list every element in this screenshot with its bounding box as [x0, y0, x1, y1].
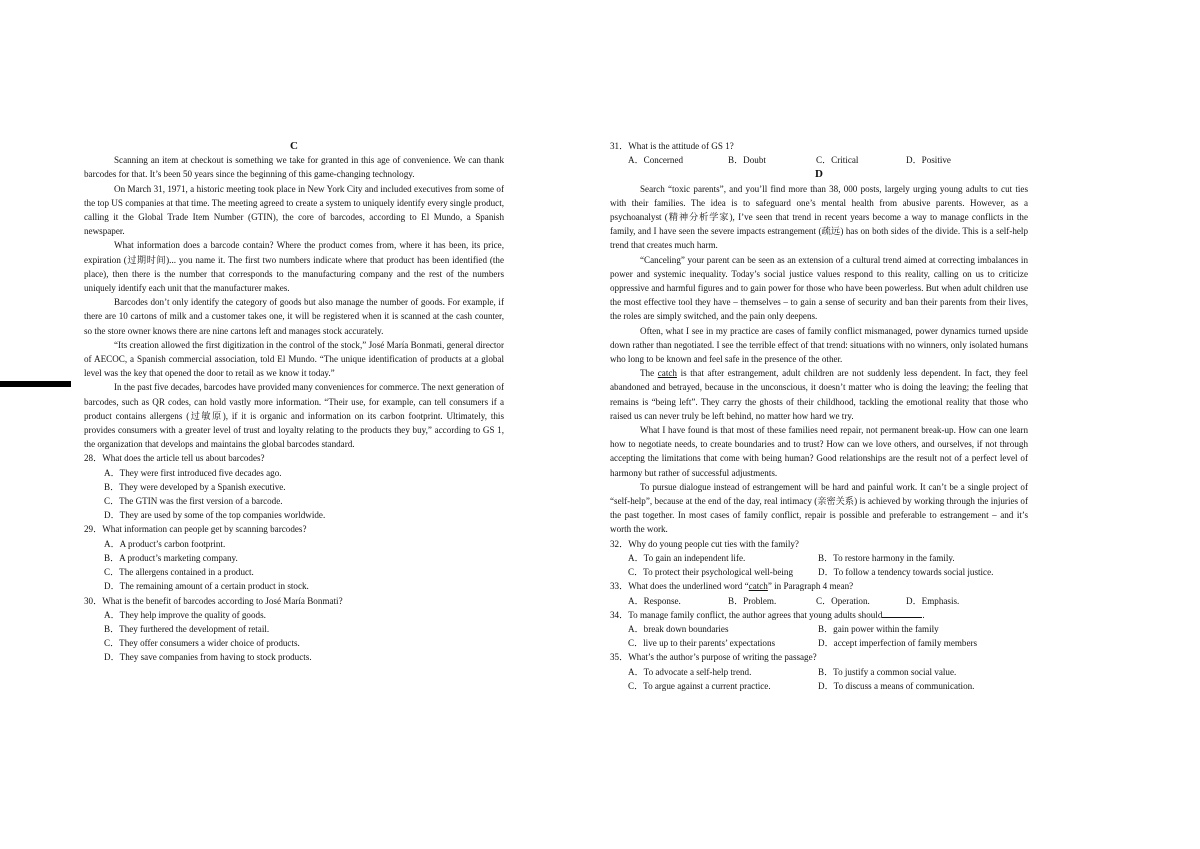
option-d: D．To discuss a means of communication. [818, 680, 975, 691]
question-stem: What is the benefit of barcodes according to José María Bonmati? [102, 595, 343, 606]
question-number: 30． [84, 595, 103, 606]
option-c: C．They offer consumers a wider choice of products. [104, 638, 300, 649]
option-d: D．Emphasis. [906, 595, 960, 606]
margin-binding-bar [0, 381, 71, 387]
option-b: B．They were developed by a Spanish executive. [104, 481, 286, 492]
question-number: 33． [610, 581, 629, 592]
question-stem: What information can people get by scanning barcodes? [102, 524, 307, 535]
right-column [610, 139, 1028, 693]
section-c-heading: C [290, 140, 298, 152]
option-d: D．Positive [906, 155, 951, 166]
passage-d-paragraph-2: “Canceling” your parent can be seen as an extension of a cultural trend aimed at correcting imbalances in power and systemic inequality. Today’s social justice values respond to this reality, calling on us to criticize oppressive and harmful figures and to gain power for those who have been powerless. But when adult children use the most effective tool they have – themselves – to gain a sense of security and ban their parents from their lives, the roles are simply switched, and the pain only deepens. [610, 254, 1028, 322]
option-b: B．A product’s marketing company. [104, 552, 238, 563]
option-d: D．They save companies from having to stock products. [104, 652, 312, 663]
question-34: 34．To manage family conflict, the author agrees that young adults should . A．break down boundaries B．gain power within the family C．live up to their parents’ expectations D．accept imperfection of family members [610, 608, 1028, 651]
passage-c-paragraph-5: “Its creation allowed the first digitization in the control of the stock,” José María Bonmati, general director of AECOC, a Spanish commercial association, told El Mundo. “The unique identification of products at a global level was the key that opened the door to retail as we know it today.” [84, 339, 504, 379]
section-d-heading: D [815, 168, 823, 181]
option-c: C．Operation. [816, 595, 870, 606]
question-stem: What does the article tell us about barcodes? [102, 453, 265, 464]
passage-c-paragraph-4: Barcodes don’t only identify the category of goods but also manage the number of goods. For example, if there are 10 cartons of milk and a customer takes one, it will be registered when it is scanned at the cash counter, so the store owner knows there are nine cartons left and manages stock accurately. [84, 297, 504, 336]
question-31 [610, 139, 1028, 167]
underlined-word-catch: catch [657, 368, 677, 379]
option-c: C．The allergens contained in a product. [104, 567, 254, 578]
option-a: A．A product’s carbon footprint. [104, 538, 226, 549]
left-column [84, 139, 504, 665]
passage-c-paragraph-1: Scanning an item at checkout is something we take for granted in this age of convenience. We can thank barcodes for that. It’s been 50 years since the beginning of this game-changing technology. [84, 155, 504, 180]
option-d: D．accept imperfection of family members [818, 638, 978, 649]
option-b: B．Problem. [728, 595, 777, 606]
question-number: 31． [610, 141, 629, 151]
option-c: C．The GTIN was the first version of a barcode. [104, 496, 283, 507]
question-number: 29． [84, 524, 103, 535]
answer-blank [882, 608, 922, 618]
question-number: 32． [610, 538, 629, 549]
option-a: A．To gain an independent life. [628, 552, 746, 563]
option-d: D．The remaining amount of a certain product in stock. [104, 581, 309, 592]
passage-d-paragraph-1: Search “toxic parents”, and you’ll find more than 38, 000 posts, largely urging young adults to cut ties with their families. The idea is to safeguard one’s mental health from abusive parents. However, as a psychoanalyst (精神分析学家), I’ve seen that trend in recent years become a way to manage conflicts in the family, and I have seen the severe impacts estrangement (疏远) has on both sides of the divide. This is a self-help trend that creates much harm. [610, 183, 1028, 251]
option-a: A．They were first introduced five decades ago. [104, 467, 282, 478]
question-29 [84, 522, 504, 593]
question-stem: To manage family conflict, the author agrees that young adults should [628, 609, 883, 620]
question-33: 33．What does the underlined word “catch” in Paragraph 4 mean? A．Response. B．Problem. C．Operation. D．Emphasis. [610, 579, 1028, 607]
passage-d-paragraph-4: The catch is that after estrangement, adult children are not suddenly less dependent. In fact, they feel abandoned and betrayed, because in the unconscious, it doesn’t matter who is doing the leaving; the feeling that remains is “being left”. They carry the ghosts of their childhood, tackling the emotional reality that those who raised us can never truly be left behind, no matter how hard we try. [610, 368, 1028, 421]
passage-c-paragraph-2: On March 31, 1971, a historic meeting took place in New York City and included executives from some of the top US companies at that time. The meeting agreed to create a system to uniquely identify every single product, calling it the Global Trade Item Number (GTIN), the core of barcodes, according to El Mundo, a Spanish newspaper. [84, 183, 504, 237]
option-d: D．They are used by some of the top companies worldwide. [104, 510, 326, 521]
question-number: 34． [610, 609, 629, 620]
option-c: C．Critical [816, 155, 859, 166]
passage-c-paragraph-6: In the past five decades, barcodes have provided many conveniences for commerce. The next generation of barcodes, such as QR codes, can hold vastly more information. “Their use, for example, can tell consumers if a product contains allergens (过敏原), if it is organic and information on its carbon footprint. Ultimately, this provides consumers with a greater level of trust and loyalty relating to the products they buy,” according to GS 1, the organization that develops and maintains the global barcodes standard. [84, 382, 504, 450]
option-a: A．Response. [628, 595, 681, 606]
option-c: C．live up to their parents’ expectations [628, 638, 776, 649]
option-b: B．gain power within the family [818, 623, 939, 634]
question-32 [610, 537, 1028, 580]
option-b: B．They furthered the development of retail. [104, 623, 270, 634]
question-30 [84, 594, 504, 665]
question-number: 35． [610, 652, 629, 663]
question-28 [84, 451, 504, 522]
underlined-word: catch [748, 581, 768, 592]
option-b: B．To justify a common social value. [818, 666, 957, 677]
option-d: D．To follow a tendency towards social justice. [818, 567, 994, 578]
option-c: C．To argue against a current practice. [628, 680, 771, 691]
option-b: B．Doubt [728, 155, 766, 166]
option-c: C．To protect their psychological well-being [628, 567, 794, 578]
option-a: A．They help improve the quality of goods. [104, 609, 266, 620]
question-stem: What’s the author’s purpose of writing the passage? [628, 652, 817, 663]
passage-d-paragraph-5: What I have found is that most of these families need repair, not permanent break-up. How can one learn how to negotiate needs, to create boundaries and to trust? How can we love others, and ourselves, if not through accepting the limitations that come with being human? Good relationships are the result not of a perfect level of harmony but rather of successful adjustments. [610, 425, 1028, 478]
passage-d-paragraph-3: Often, what I see in my practice are cases of family conflict mismanaged, power dynamics turned upside down rather than negotiated. I see the terrible effect of that trend: situations with no winners, only isolated humans who long to be known and feel safe in the presence of the other. [610, 325, 1028, 365]
passage-d-paragraph-6: To pursue dialogue instead of estrangement will be hard and painful work. It can’t be a single project of “self-help”, because at the end of the day, real intimacy (亲密关系) is achieved by working through the injuries of the past together. In most cases of family conflict, repair is possible and preferable to estrangement – and it’s worth the work. [610, 481, 1028, 535]
question-stem: Why do young people cut ties with the family? [628, 538, 799, 549]
question-number: 28． [84, 453, 103, 464]
option-a: A．break down boundaries [628, 623, 729, 634]
question-stem: What is the attitude of GS 1? [628, 141, 734, 151]
passage-c-paragraph-3: What information does a barcode contain? Where the product comes from, where it has been, its price, expiration (过期时间)... you name it. The first two numbers indicate where that product has been identified (the place), then there is the number that corresponds to the manufacturing company and the rest of the numbers uniquely identify each unit that the manufacturer makes. [84, 240, 504, 294]
option-b: B．To restore harmony in the family. [818, 552, 955, 563]
option-a: A．Concerned [628, 155, 684, 166]
question-35 [610, 650, 1028, 693]
option-a: A．To advocate a self-help trend. [628, 666, 752, 677]
